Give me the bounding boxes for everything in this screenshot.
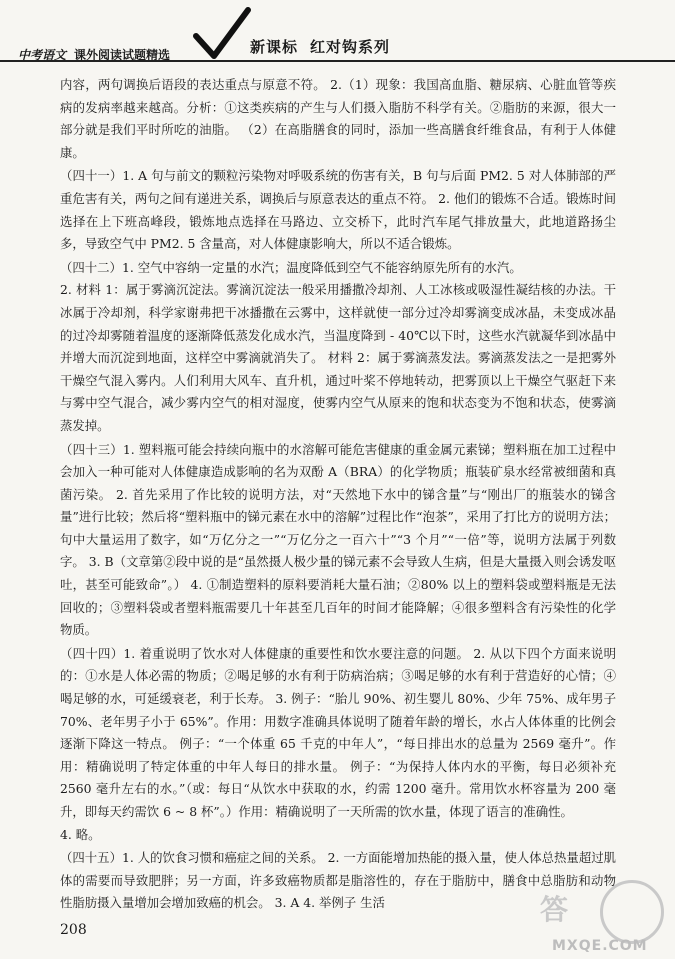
header-right-title (250, 36, 402, 57)
header-brand: 中考语文 (18, 48, 67, 62)
paragraph: （四十三）1. 塑料瓶可能会持续向瓶中的水溶解可能危害健康的重金属元素锑；塑料瓶在加工过程中会加入一种可能对人体健康造成影响的名为双酚 A（BRA）的化学物质；瓶装矿泉水经常被细菌和真菌污染。 2. 首先采用了作比较的说明方法，对“天然地下水中的锑含量”与“刚出厂的瓶装水的锑含量”进行比较；然后将“塑料瓶中的锑元素在水中的溶解”过程比作“泡茶”，采用了打比方的说明方法；句中大量运用了数字，如“万亿分之一”“万亿分之一百六十”“3 个月”“一倍”等，说明方法属于列数字。 3. B（文章第②段中说的是“虽然摄人极少量的锑元素不会导致人生病，但是大量摄入则会诱发呕吐，甚至可能致命”。） 4. ①制造塑料的原料要消耗大量石油；②80% 以上的塑料袋或塑料瓶是无法回收的；③塑料袋或者塑料瓶需要几十年甚至几百年的时间才能降解；④很多塑料含有污染性的化学物质。 (60, 441, 616, 638)
header-series-name: 红对钩系列 (310, 38, 391, 56)
header-divider (0, 60, 675, 62)
watermark-logo-icon: 答 (540, 893, 569, 926)
header-series: 课外阅读试题精选 (74, 48, 171, 62)
paragraph: 2. 材料 1：属于雾滴沉淀法。雾滴沉淀法一般采用播撒冷却剂、人工冰核或吸湿性凝结核的办法。干冰属于冷却剂，科学家谢弗把干冰播撒在云雾中，这样就使一部分过冷却雾滴变成冰晶，未变成冰晶的过冷却雾随着温度的逐渐降低蒸发化成水汽，当温度降到 - 40℃以下时，这些水汽就凝华到冰晶中并增大而沉淀到地面，这样空中雾滴就消失了。 材料 2：属于雾滴蒸发法。雾滴蒸发法之一是把雾外干燥空气混入雾内。人们利用大风车、直升机，通过叶桨不停地转动，把雾顶以上干燥空气驱赶下来与雾中空气混合，减少雾内空气的相对湿度，使雾内空气从原来的饱和状态变为不饱和状态，使雾滴蒸发掉。 (60, 282, 616, 433)
answer-text-body (60, 74, 616, 915)
paragraph: 内容，两句调换后语段的表达重点与原意不符。 2.（1）现象：我国高血脂、糖尿病、心脏血管等疾病的发病率越来越高。分析：①这类疾病的产生与人们摄入脂肪不科学有关。②脂肪的来源，很大一部分就是我们平时所吃的油脂。 （2）在高脂膳食的同时，添加一些高膳食纤维食品，有利于人体健康。 (60, 77, 616, 160)
checkmark-logo-icon (192, 6, 252, 62)
header-curriculum: 新课标 (250, 38, 299, 56)
page-number: 208 (60, 922, 87, 938)
watermark-text: MXQE.COM (552, 938, 648, 954)
paragraph: 4. 略。 (60, 826, 101, 842)
watermark-circle-icon (600, 880, 664, 944)
paragraph: （四十一）1. A 句与前文的颗粒污染物对呼吸系统的伤害有关，B 句与后面 PM2. 5 对人体肺部的严重危害有关，两句之间有递进关系，调换后与原意表达的重点不符。 2. 他们的锻炼不合适。锻炼时间选择在上下班高峰段，锻炼地点选择在马路边、立交桥下，此时汽车尾气排放量大，此地道路扬尘多，导致空气中 PM2. 5 含量高，对人体健康影响大，所以不适合锻炼。 (60, 168, 616, 252)
paragraph: （四十五）1. 人的饮食习惯和癌症之间的关系。 2. 一方面能增加热能的摄入量，使人体总热量超过肌体的需要而导致肥胖；另一方面，许多致癌物质都是脂溶性的，存在于脂肪中，膳食中总脂肪和动物性脂肪摄入量增加会增加致癌的机会。 3. A 4. 举例子 生活 (60, 850, 616, 911)
paragraph: （四十四）1. 着重说明了饮水对人体健康的重要性和饮水要注意的问题。 2. 从以下四个方面来说明的：①水是人体必需的物质；②喝足够的水有利于防病治病；③喝足够的水有利于营造好的心情；④喝足够的水，可延缓衰老，利于长寿。 3. 例子：“胎儿 90%、初生婴儿 80%、少年 75%、成年男子 70%、老年男子小于 65%”。作用：用数字准确具体说明了随着年龄的增长，水占人体体重的比例会逐渐下降这一特点。 例子：“一个体重 65 千克的中年人”，“每日排出水的总量为 2569 毫升”。作用：精确说明了特定体重的中年人每日的排水量。 例子：“为保持人体内水的平衡，每日必须补充 2560 毫升左右的水。”（或：每日“从饮水中获取的水，约需 1200 毫升。常用饮水杯容量为 200 毫升，即每天约需饮 6 ~ 8 杯”。）作用：精确说明了一天所需的饮水量，体现了语言的准确性。 (60, 645, 616, 819)
paragraph: （四十二）1. 空气中容纳一定量的水汽；温度降低到空气不能容纳原先所有的水汽。 (60, 259, 522, 275)
page-header (0, 0, 675, 70)
